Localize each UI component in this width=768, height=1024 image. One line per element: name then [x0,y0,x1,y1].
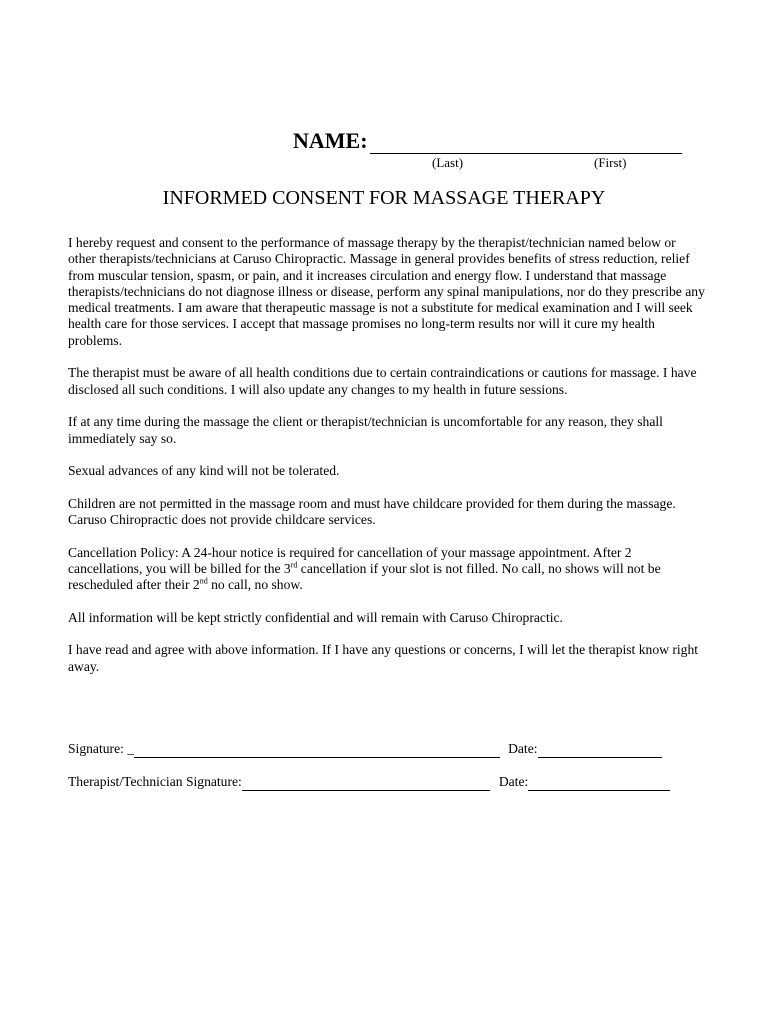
name-header [293,128,693,171]
consent-body [68,235,706,691]
name-label: NAME: [293,128,368,153]
date-label-2: Date: [498,774,529,789]
date-line-1[interactable] [538,744,662,758]
signature-line[interactable] [134,744,500,758]
last-name-caption: (Last) [432,155,464,170]
paragraph-consent: I hereby request and consent to the performance of massage therapy by the therapist/technician named below or other therapists/technicians at Caruso Chiropractic. Massage in general provides benefits of stress reduction, relief from muscular tension, spasm, or pain, and it increases circulation and energy flow. I understand that massage therapists/technicians do not diagnose illness or disease, perform any spinal manipulations, nor do they prescribe any medical treatments. I am aware that therapeutic massage is not a substitute for medical examination and I will seek health care for those services. I accept that massage promises no long-term results nor will it cure my health problems. [68,235,705,348]
therapist-signature-label: Therapist/Technician Signature: [68,774,242,789]
paragraph-discomfort: If at any time during the massage the client or therapist/technician is uncomfortable for any reason, they shall immediately say so. [68,414,663,446]
date-label-1: Date: [508,741,538,756]
name-field-line[interactable] [370,131,682,154]
paragraph-health-conditions: The therapist must be aware of all health conditions due to certain contraindications or cautions for massage. I have disclosed all such conditions. I will also update any changes to my health in future sessions. [68,365,697,397]
paragraph-confidentiality: All information will be kept strictly confidential and will remain with Caruso Chiropractic. [68,609,563,625]
paragraph-agreement: I have read and agree with above information. If I have any questions or concerns, I will let the therapist know right away. [68,642,699,674]
signature-label: Signature: _ [68,741,135,756]
first-name-caption: (First) [594,155,627,170]
cancellation-sup-1: rd [290,560,298,570]
paragraph-sexual-advances: Sexual advances of any kind will not be tolerated. [68,463,340,479]
document-title-text: INFORMED CONSENT FOR MASSAGE THERAPY [162,187,606,209]
paragraph-cancellation-policy [68,545,706,594]
cancellation-text-1: Cancellation Policy: A 24-hour notice is required for cancellation of your massage appointment. After 2 cancellations, you will be billed for the 3 [68,544,632,576]
document-title [0,184,768,212]
therapist-signature-line[interactable] [242,777,490,791]
cancellation-sup-2: nd [199,576,208,586]
cancellation-text-2: cancellation if your slot is not filled. No call, no shows will not be rescheduled after their 2 [68,560,661,593]
date-line-2[interactable] [528,777,670,791]
cancellation-text-3: no call, no show. [207,577,303,593]
therapist-signature-row [68,773,670,791]
paragraph-children: Children are not permitted in the massage room and must have childcare provided for them during the massage. Caruso Chiropractic does not provide childcare services. [68,495,676,528]
client-signature-row [68,740,662,758]
